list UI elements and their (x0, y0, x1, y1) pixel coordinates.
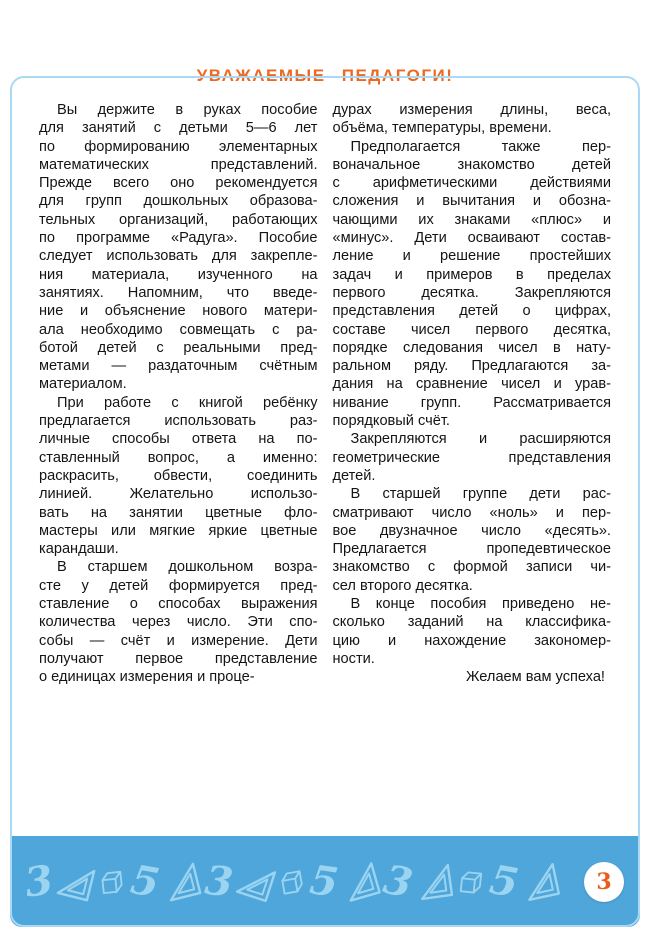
cube-icon (98, 867, 127, 896)
paragraph (333, 485, 612, 595)
text-line: В старшей группе дети рас- (350, 486, 611, 503)
text-line: получают первое представление (39, 650, 318, 667)
text-line: метами — раздаточным счётным (39, 358, 318, 375)
text-line: по программе «Радуга». Пособие (39, 230, 318, 247)
text-line: ния материала, изученного на (39, 266, 318, 283)
text-line: ние и объяснение нового матери- (39, 303, 318, 320)
text-line: цию и нахождение закономер- (332, 632, 611, 649)
right-column (333, 101, 612, 687)
cube-icon (457, 867, 486, 896)
text-line: количества через число. Эти спо- (39, 614, 318, 631)
text-line: задач и примеров в пределах (332, 266, 611, 283)
text-line: о единицах измерения и проце- (39, 669, 255, 686)
text-line: Вы держите в руках пособие (57, 102, 318, 118)
text-line: детей. (332, 467, 376, 484)
triangle-ruler-icon (233, 859, 278, 904)
text-line: математических представлений. (39, 156, 318, 173)
text-line: мастеры или мягкие яркие цветные (39, 522, 318, 539)
triangle-ruler-icon (339, 859, 384, 904)
text-line: В конце пособия приведено не- (350, 596, 611, 613)
paragraph (39, 101, 318, 394)
decor-digit: 5 (126, 855, 163, 907)
text-line: Предлагается пропедевтическое (332, 541, 611, 558)
text-line: сколько заданий на классифика- (332, 614, 611, 631)
text-line: вое двузначное число «десять». (332, 522, 611, 539)
paragraph (333, 430, 612, 485)
paragraph (39, 394, 318, 559)
paragraph (333, 138, 612, 431)
text-line: Прежде всего оно рекомендуется (39, 175, 318, 192)
text-line: Желаем вам успеха! (466, 669, 605, 686)
decor-digit: 5 (485, 855, 522, 907)
text-line: раскрасить, обвести, соединить (39, 467, 318, 484)
text-line: ление и решение простейших (332, 248, 611, 265)
text-line: При работе с книгой ребёнку (57, 394, 318, 411)
text-line: Закрепляются и расширяются (350, 431, 611, 448)
text-line: для занятий с детьми 5—6 лет (39, 120, 318, 137)
text-line: ральном ряду. Предлагаются за- (332, 358, 611, 375)
decor-digit: 3 (21, 855, 57, 907)
left-column (39, 101, 318, 687)
text-line: линией. Желательно использо- (39, 486, 318, 503)
text-line: ставленный вопрос, а именно: (39, 449, 318, 466)
triangle-ruler-icon (160, 860, 204, 904)
text-line: материалом. (39, 376, 127, 393)
book-page (0, 66, 650, 907)
text-line: сматривают число «ноль» и пер- (332, 504, 611, 521)
text-line: сте у детей формируется пред- (39, 577, 318, 594)
text-line: занятиях. Напомним, что введе- (39, 284, 318, 301)
footer-band (10, 836, 640, 927)
text-line: нивание групп. Рассматривается (332, 394, 611, 411)
paragraph (39, 558, 318, 686)
text-line: ботой детей с реальными пред- (39, 339, 318, 356)
text-line: дания на сравнение чисел и урав- (332, 376, 611, 393)
triangle-ruler-icon (415, 861, 456, 902)
text-line: геометрические представления (332, 449, 611, 466)
text-line: дурах измерения длины, веса, (332, 102, 611, 118)
text-line: знакомство с формой записи чи- (332, 559, 611, 576)
text-line: воначальное знакомство детей (332, 156, 611, 173)
decor-digit: 3 (202, 856, 235, 906)
text-line: чающими их знаками «плюс» и (332, 211, 611, 228)
cube-icon (277, 866, 307, 896)
text-line: по формированию элементарных (39, 138, 318, 155)
text-line: Предполагается также пер- (350, 138, 611, 155)
text-line: представления детей о цифрах, (332, 303, 611, 320)
text-line: первого десятка. Закрепляются (332, 284, 611, 301)
text-line: ности. (332, 650, 375, 667)
text-line: «минус». Дети осваивают состав- (332, 230, 611, 247)
text-line: объёма, температуры, времени. (332, 120, 552, 137)
page-title: УВАЖАЕМЫЕ ПЕДАГОГИ! (196, 66, 454, 85)
text-line: В старшем дошкольном возра- (57, 559, 318, 576)
paragraph (333, 668, 612, 686)
text-line: ала необходимо совмещать с ра- (39, 321, 318, 338)
text-line: личные способы ответа на по- (39, 431, 318, 448)
page-number: 3 (596, 868, 612, 895)
text-line: собы — счёт и измерение. Дети (39, 632, 318, 649)
text-line: следует использовать для закрепле- (39, 248, 318, 265)
text-line: тельных организаций, работающих (39, 211, 318, 228)
text-line: сел второго десятка. (332, 577, 473, 594)
decor-digit: 3 (379, 855, 417, 907)
decor-digit: 5 (307, 855, 342, 907)
text-line: вать на занятии цветные фло- (39, 504, 318, 521)
text-line: составе чисел первого десятка, (332, 321, 611, 338)
text-line: карандаши. (39, 541, 119, 558)
text-line: предлагается использовать раз- (39, 413, 318, 430)
text-line: для групп дошкольных образова- (39, 193, 318, 210)
text-columns (0, 101, 650, 687)
paragraph (333, 595, 612, 668)
triangle-ruler-icon (519, 860, 562, 903)
text-line: порядке следования чисел в нату- (332, 339, 611, 356)
text-line: сложения и вычитания и обозна- (332, 193, 611, 210)
triangle-ruler-icon (54, 860, 98, 904)
text-line: с арифметическими действиями (332, 175, 611, 192)
paragraph (333, 101, 612, 138)
page-number-badge (584, 862, 624, 902)
text-line: ставление о способах выражения (39, 596, 318, 613)
footer-decor (10, 836, 564, 927)
text-line: порядковый счёт. (332, 413, 450, 430)
